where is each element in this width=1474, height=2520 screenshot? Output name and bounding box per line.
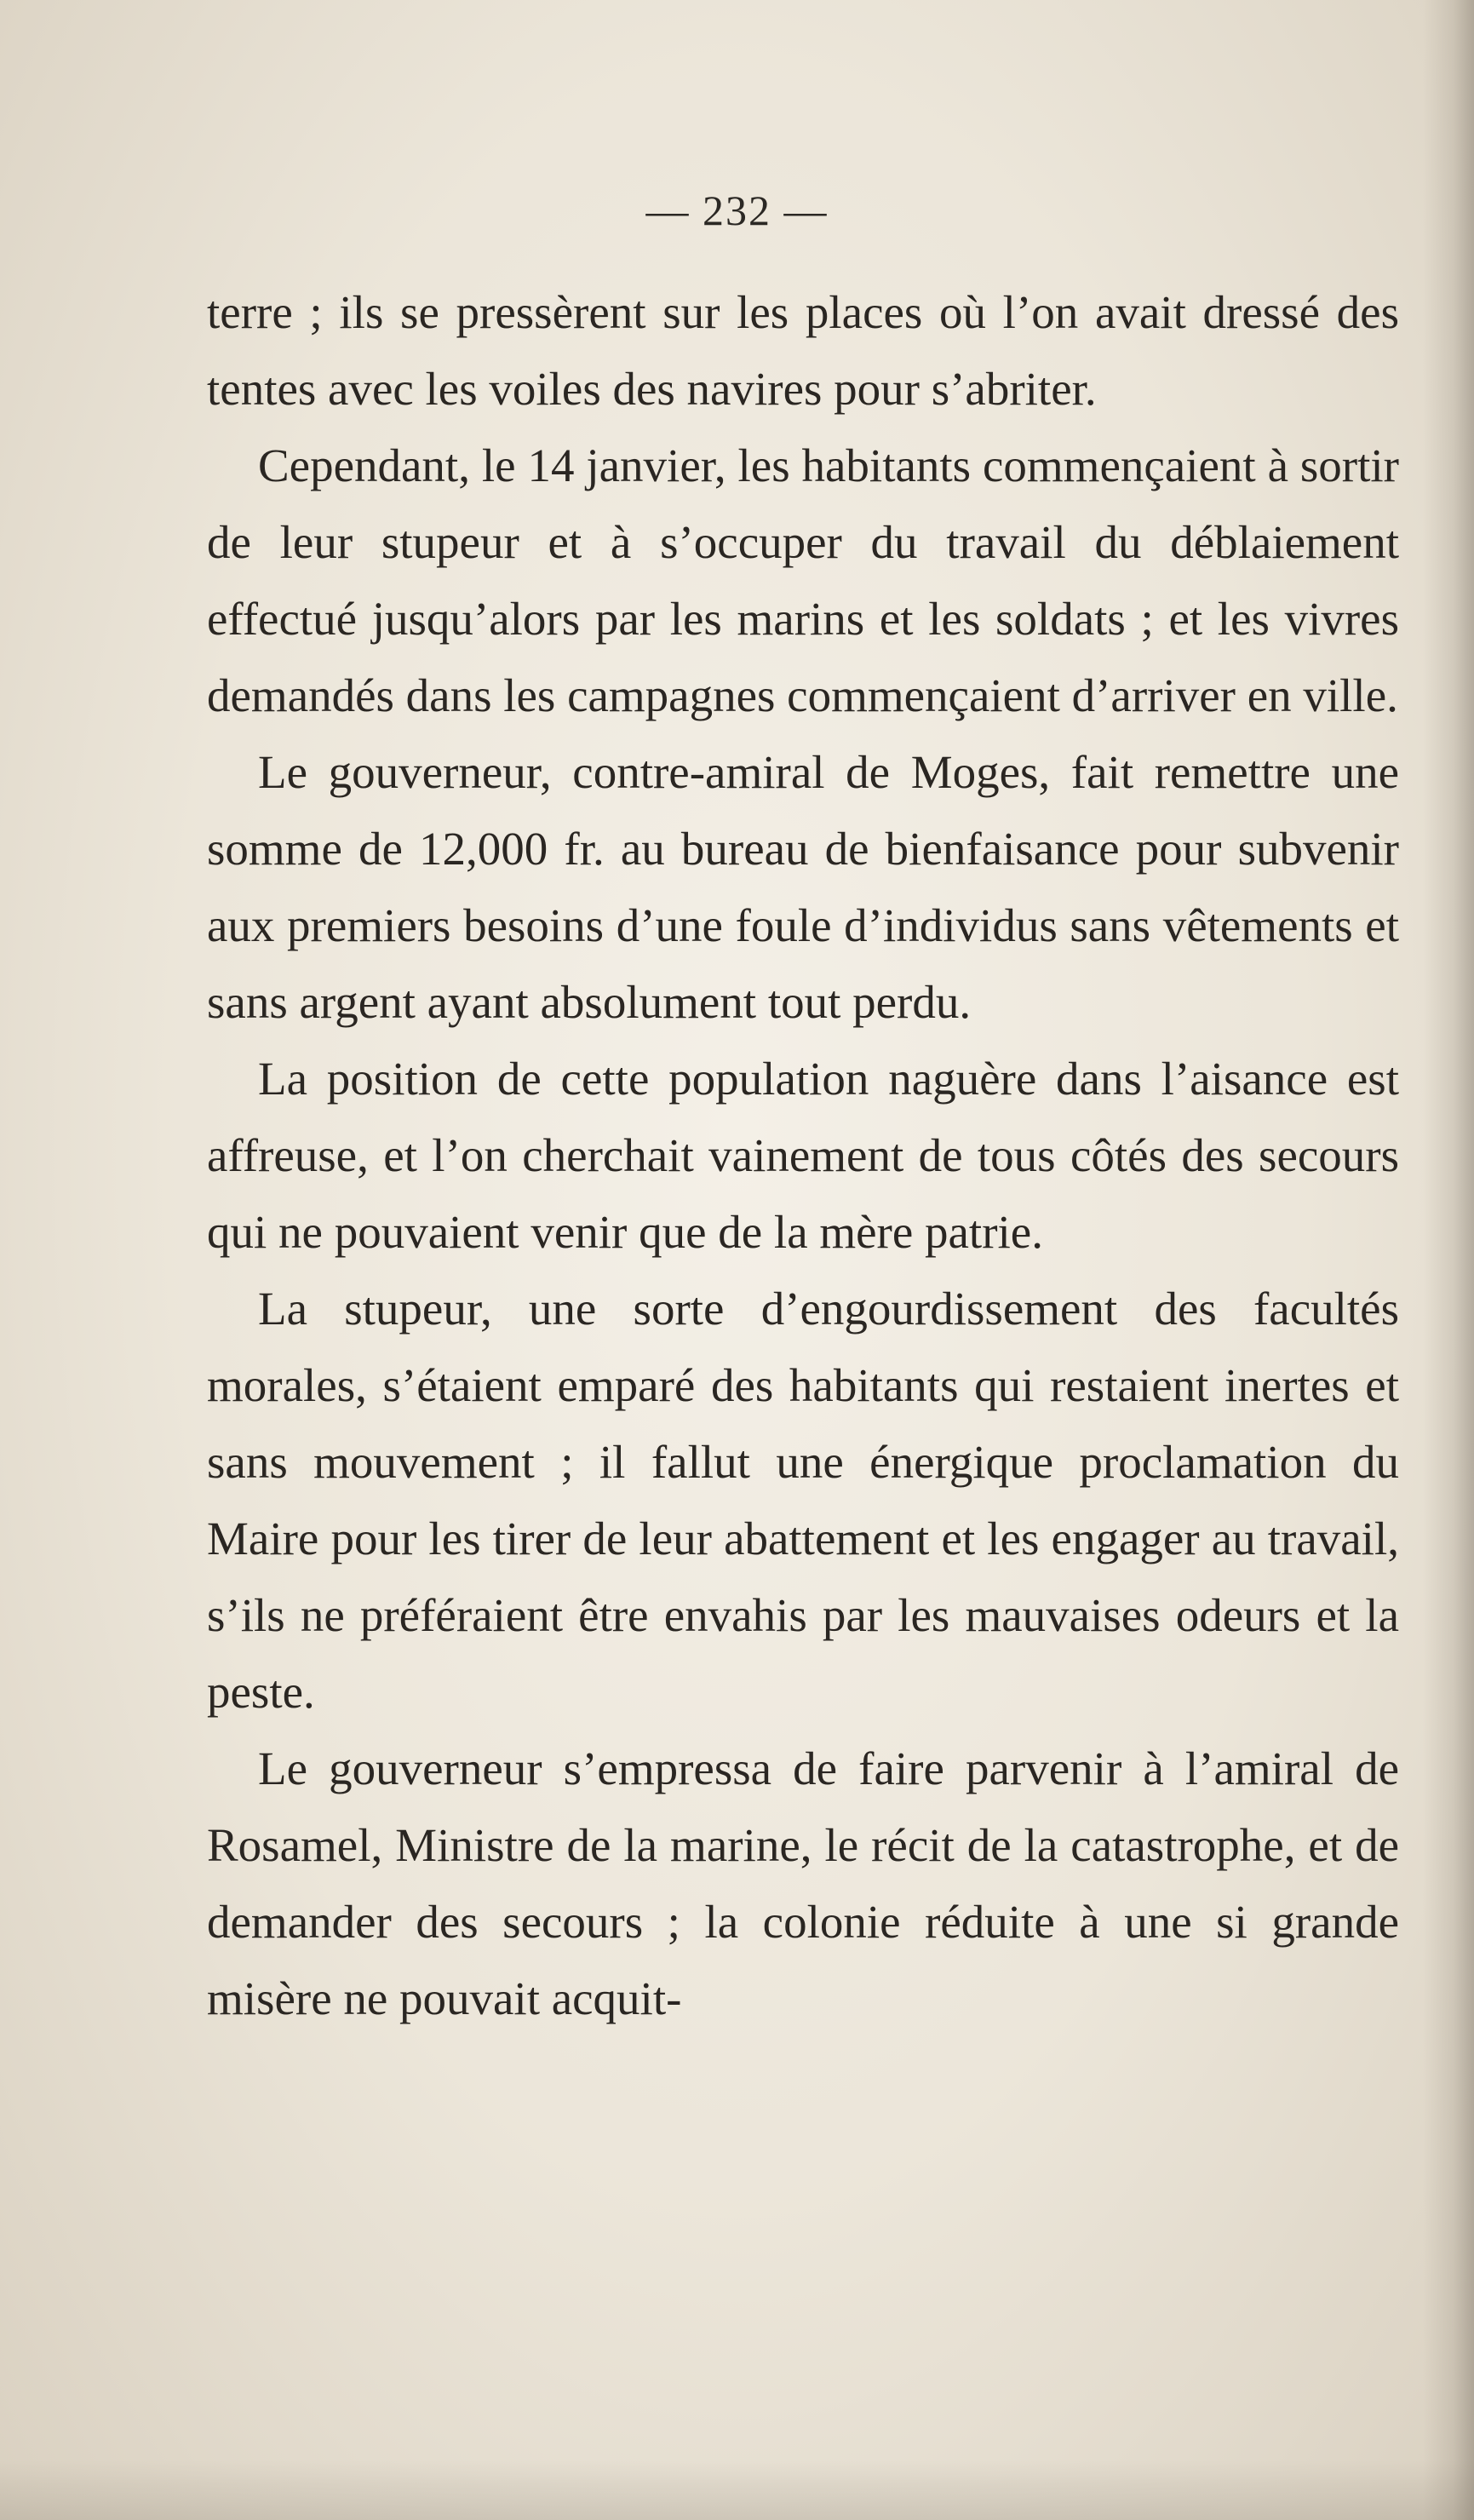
page-bottom-shadow <box>0 2460 1474 2520</box>
paragraph: La stupeur, une sorte d’engourdissement des facultés morales, s’étaient emparé des habitants qui restaient inertes et sans mouvement ; il fallut une énergique proclamation du Maire pour les tirer de leur abattement et les engager au travail, s’ils ne préféraient être envahis par les mauvaises odeurs et la peste. <box>207 1283 1399 1718</box>
paragraph: Le gouverneur s’empressa de faire parvenir à l’amiral de Rosamel, Ministre de la marine, le récit de la catastrophe, et de demander des secours ; la colonie réduite à une si grande misère ne pouvait acquit- <box>207 1742 1399 2024</box>
body-text <box>207 274 1399 2037</box>
paragraph: La position de cette population naguère dans l’aisance est affreuse, et l’on cherchait vainement de tous côtés des secours qui ne pouvaient venir que de la mère patrie. <box>207 1053 1399 1258</box>
paragraph: terre ; ils se pressèrent sur les places où l’on avait dressé des tentes avec les voiles des navires pour s’abriter. <box>207 286 1399 415</box>
page-number: — 232 — <box>645 187 829 234</box>
page-edge-shadow <box>1423 0 1474 2520</box>
paragraph: Cependant, le 14 janvier, les habitants commençaient à sortir de leur stupeur et à s’occuper du travail du déblaiement effectué jusqu’alors par les marins et les soldats ; et les vivres demandés dans les campagnes commençaient d’arriver en ville. <box>207 439 1399 721</box>
paragraph: Le gouverneur, contre-amiral de Moges, fait remettre une somme de 12,000 fr. au bureau de bienfaisance pour subvenir aux premiers besoins d’une foule d’individus sans vêtements et sans argent ayant absolument tout perdu. <box>207 746 1399 1028</box>
